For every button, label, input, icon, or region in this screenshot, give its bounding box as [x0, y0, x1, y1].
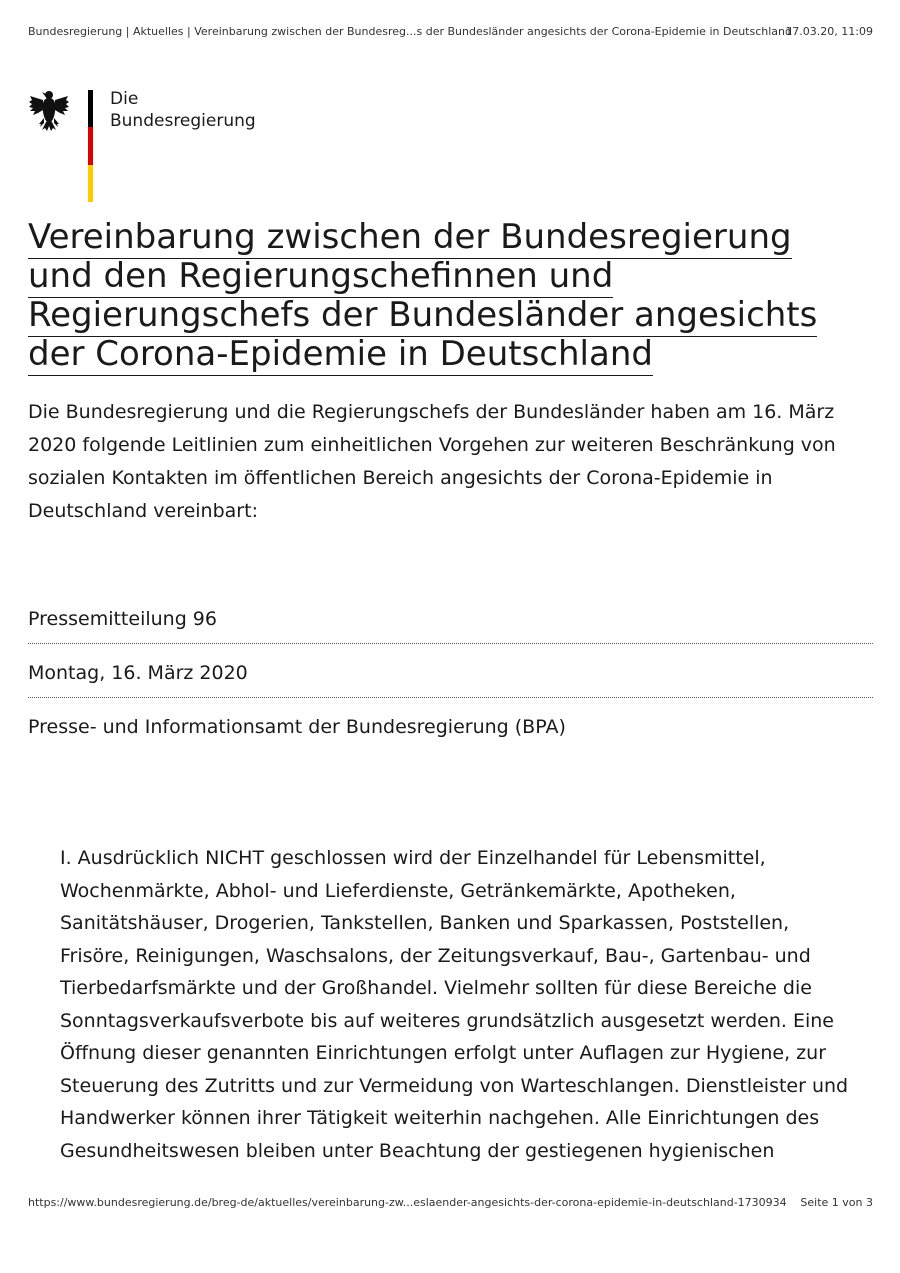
- article-body: I. Ausdrücklich NICHT geschlossen wird der Einzelhandel für Lebensmittel, Wochenmärkte, Abhol- und Lieferdienste, Getränkemärkte, Apotheken, Sanitätshäuser, Drogerien, Tankstellen, Banken und Sparkassen, Poststellen, Frisöre, Reinigungen, Waschsalons, der Zeitungsverkauf, Bau-, Gartenbau- und Tierbedarfsmärkte und der Großhandel. Vielmehr sollten für diese Bereiche die Sonntagsverkaufsverbote bis auf weiteres grundsätzlich ausgesetzt werden. Eine Öffnung dieser genannten Einrichtungen erfolgt unter Auflagen zur Hygiene, zur Steuerung des Zutritts und zur Vermeidung von Warteschlangen. Dienstleister und Handwerker können ihrer Tätigkeit weiterhin nachgehen. Alle Einrichtungen des Gesundheitswesen bleiben unter Beachtung der gestiegenen hygienischen: [60, 847, 849, 1162]
- federal-eagle-icon: [28, 88, 70, 132]
- publish-date: Montag, 16. März 2020: [28, 652, 873, 698]
- flag-gold: [88, 165, 93, 202]
- print-header-title: Bundesregierung | Aktuelles | Vereinbarung zwischen der Bundesreg...s der Bundesländer angesichts der Corona-Epidemie in Deutschland: [28, 25, 792, 38]
- logo-line-1: Die: [110, 89, 139, 109]
- flag-red: [88, 127, 93, 164]
- logo-wordmark: [110, 88, 256, 132]
- article-intro: Die Bundesregierung und die Regierungschefs der Bundesländer haben am 16. März 2020 folgende Leitlinien zum einheitlichen Vorgehen zur weiteren Beschränkung von sozialen Kontakten im öffentlichen Bereich angesichts der Corona-Epidemie in Deutschland vereinbart:: [28, 401, 836, 522]
- publisher: Presse- und Informationsamt der Bundesregierung (BPA): [28, 716, 566, 738]
- article-meta: [28, 598, 873, 759]
- flag-black: [88, 90, 93, 127]
- print-footer-url: https://www.bundesregierung.de/breg-de/aktuelles/vereinbarung-zw...eslaender-angesichts-der-corona-epidemie-in-deutschland-1730934: [28, 1196, 787, 1209]
- logo-line-2: Bundesregierung: [110, 111, 256, 131]
- flag-stripe: [88, 90, 93, 202]
- press-release-number: Pressemitteilung 96: [28, 598, 873, 644]
- bundesregierung-logo[interactable]: [28, 88, 288, 203]
- article-headline-text: Vereinbarung zwischen der Bundesregierung und den Regierungschefinnen und Regierungschefs der Bundesländer angesichts der Corona-Epidemie in Deutschland: [28, 217, 818, 374]
- print-header-datetime: 17.03.20, 11:09: [785, 25, 873, 38]
- print-footer-page-number: Seite 1 von 3: [800, 1196, 873, 1209]
- article-headline: [28, 218, 858, 374]
